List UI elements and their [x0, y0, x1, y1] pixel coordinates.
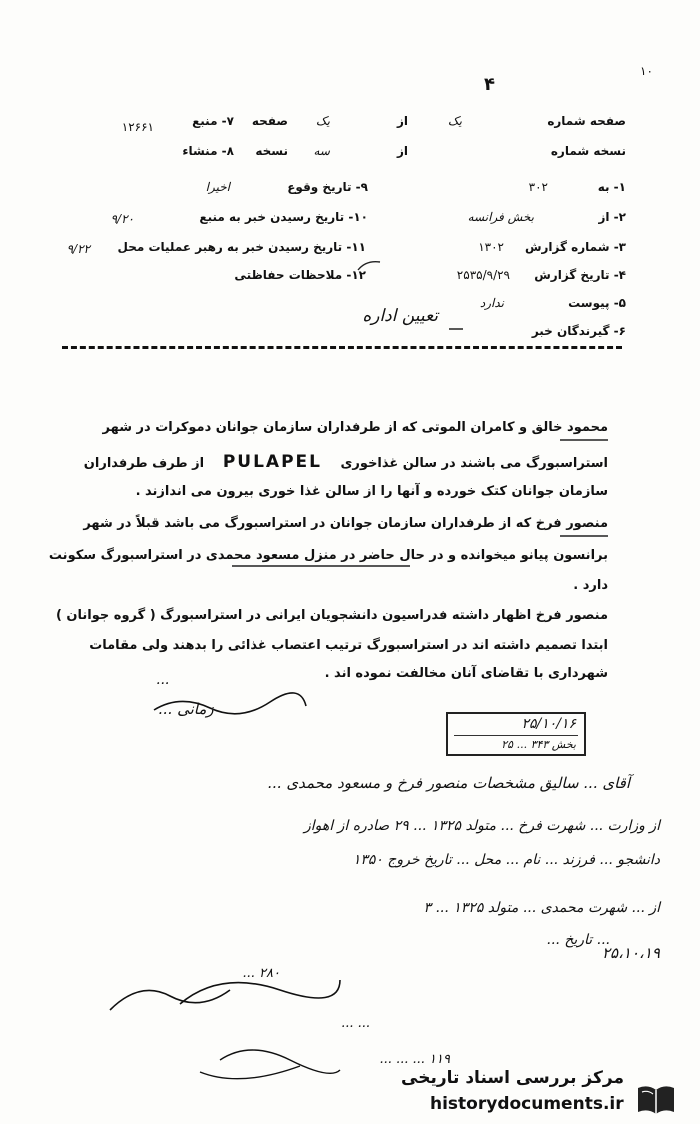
hand-note-1: آقای ... سالیق مشخصات منصور فرخ و مسعود محمدی ... — [267, 774, 630, 792]
body-line-9: شهرداری با تقاضای آنان مخالفت نموده اند . — [324, 666, 608, 681]
hand-note-7: ... ۲۸۰ — [242, 966, 280, 981]
stamp-bottom-text: بخش ۳۴۳ ... ۲۵ — [501, 738, 576, 751]
body-line-4: منصور فرخ که از طرفداران سازمان جوانان در استراسبورگ می باشد قبلاً در شهر — [83, 516, 608, 531]
attachment-value: ندارد — [479, 296, 504, 310]
body-line-8: ابتدا تصمیم داشته اند در استراسبورگ ترتیب اعتصاب غذائی را بدهند ولی مقامات — [89, 638, 608, 653]
restaurant-name: PULAPEL — [222, 452, 322, 472]
hand-note-date: ۲۵،۱۰،۱۹ — [601, 944, 660, 962]
receipt-ops-label: ۱۱- تاریخ رسیدن خبر به رهبر عملیات محل — [117, 240, 366, 254]
of-value-pages: یک — [315, 114, 330, 128]
body-line-2a-text: استراسبورگ می باشند در سالن غذاخوری — [340, 456, 608, 471]
hand-note-8: ... ... — [341, 1016, 370, 1031]
body-line-6: دارد . — [573, 578, 608, 593]
of-label-1: از — [396, 114, 408, 128]
top-center-mark: ۴ — [484, 74, 495, 95]
stamp-top-text: ۲۵/۱۰/۱۶ — [521, 716, 576, 732]
watermark-title: مرکز بررسی اسناد تاریخی — [401, 1068, 624, 1088]
of-value-copies: سه — [313, 144, 330, 158]
document-center-logo-icon — [634, 1082, 678, 1116]
body-line-2b-text: از طرف طرفداران — [83, 456, 205, 471]
copy-label: نسخه — [255, 144, 288, 158]
report-date-label: ۴- تاریخ گزارش — [534, 268, 626, 282]
origin-label: ۸- منشاء — [182, 144, 234, 158]
to-label: ۱- به — [597, 180, 626, 194]
body-line-3: سازمان جوانان کتک خورده و آنها را از سالن غذا خوری بیرون می اندازند . — [135, 484, 608, 499]
hand-note-3: دانشجو ... فرزند ... نام ... محل ... تاریخ خروج ۱۳۵۰ — [352, 852, 660, 868]
recipients-label: ۶- گیرندگان خبر — [531, 324, 626, 338]
source-value: ۱۲۶۶۱ — [121, 120, 154, 134]
receipt-source-value: ۹/۲۰ — [110, 212, 134, 226]
report-number-label: ۳- شماره گزارش — [524, 240, 626, 254]
page-number-label: صفحه شماره — [547, 114, 626, 128]
signature-small: ... — [156, 672, 170, 688]
hand-note-4: از ... شهرت محمدی ... متولد ۱۳۲۵ ... ۳ — [423, 900, 660, 916]
source-label: ۷- منبع — [192, 114, 234, 128]
notes-label: ۱۲- ملاحظات حفاظتی — [234, 268, 366, 282]
receipt-ops-value: ۹/۲۲ — [66, 242, 90, 256]
event-date-value: اخیرا — [205, 180, 230, 194]
copy-number-label: نسخه شماره — [550, 144, 626, 158]
report-date-value: ۲۵۳۵/۹/۲۹ — [456, 268, 510, 282]
watermark-url: historydocuments.ir — [430, 1094, 624, 1114]
signature-main: زمانی ... — [158, 700, 214, 718]
page-label: صفحه — [251, 114, 288, 128]
event-date-label: ۹- تاریخ وقوع — [287, 180, 368, 194]
body-line-7: منصور فرخ اظهار داشته فدراسیون دانشجویان ایرانی در استراسبورگ ( گروه جوانان ) — [55, 608, 608, 623]
hand-note-2: از وزارت ... شهرت فرخ ... متولد ۱۳۲۵ ... ۲۹ صادره از اهواز — [304, 818, 660, 834]
body-line-5: برانسون پیانو میخوانده و در حال حاضر در منزل مسعود محمدی در استراسبورگ سکونت — [48, 548, 608, 563]
page-number-value: یک — [447, 114, 462, 128]
hand-note-5: ... تاریخ ... — [546, 932, 610, 948]
handwritten-recipients: تعیین اداره — [362, 306, 438, 326]
to-value: ۳۰۲ — [528, 180, 548, 194]
of-label-2: از — [396, 144, 408, 158]
hand-note-9: ... ... ... ۱۱۹ — [379, 1052, 450, 1067]
top-corner-mark: ۱۰ — [640, 64, 653, 78]
from-label: ۲- از — [598, 210, 626, 224]
attachment-label: ۵- پیوست — [568, 296, 626, 310]
receipt-source-label: ۱۰- تاریخ رسیدن خبر به منبع — [199, 210, 368, 224]
body-line-1-text: محمود خالق و کامران الموتی که از طرفداران سازمان جوانان دموکرات در شهر — [102, 420, 608, 435]
report-number-value: ۱۳۰۲ — [478, 240, 504, 254]
from-value: بخش فرانسه — [467, 210, 534, 224]
